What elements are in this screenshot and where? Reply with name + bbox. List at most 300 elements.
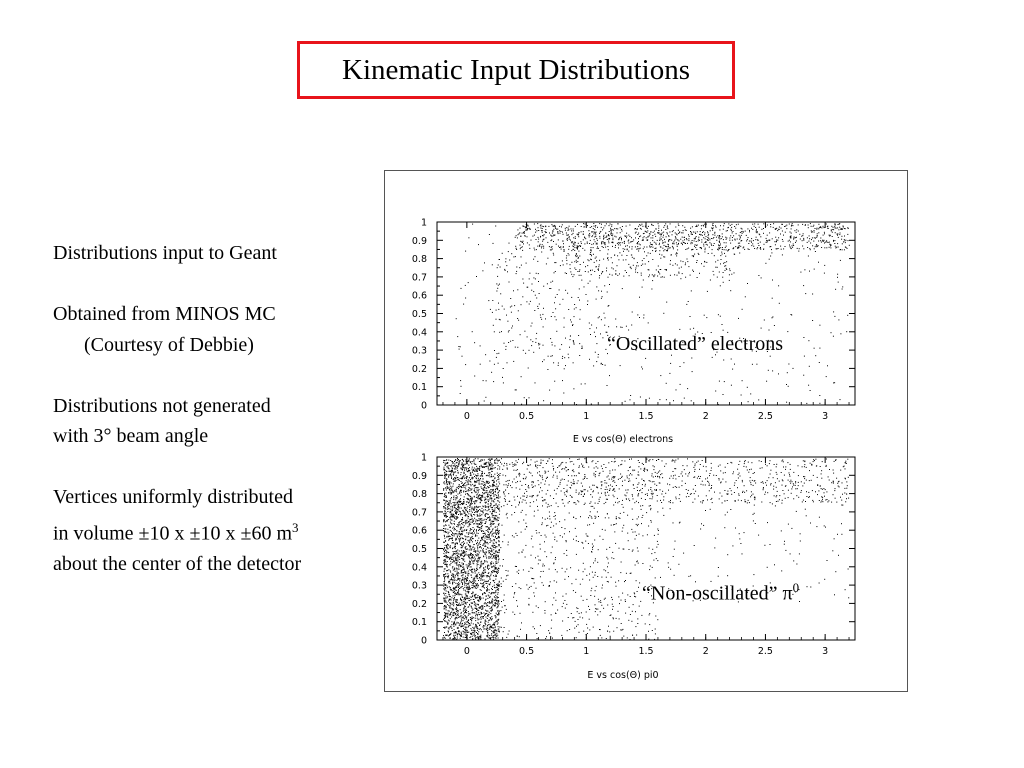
data-point — [494, 570, 495, 571]
data-point — [718, 245, 719, 246]
data-point — [809, 271, 810, 272]
data-point — [557, 232, 558, 233]
data-point — [682, 237, 683, 238]
data-point — [613, 230, 614, 231]
data-point — [498, 626, 499, 627]
data-point — [484, 463, 485, 464]
data-point — [482, 484, 483, 485]
data-point — [471, 633, 472, 634]
data-point — [461, 481, 462, 482]
data-point — [795, 237, 796, 238]
data-point — [656, 229, 657, 230]
data-point — [509, 330, 510, 331]
data-point — [482, 594, 483, 595]
data-point — [620, 327, 621, 328]
data-point — [463, 491, 464, 492]
data-point — [461, 635, 462, 636]
data-point — [457, 477, 458, 478]
data-point — [495, 537, 496, 538]
data-point — [455, 559, 456, 560]
data-point — [495, 576, 496, 577]
data-point — [494, 523, 495, 524]
data-point — [630, 267, 631, 268]
data-point — [835, 289, 836, 290]
data-point — [452, 542, 453, 543]
data-point — [558, 233, 559, 234]
data-point — [601, 363, 602, 364]
data-point — [463, 637, 464, 638]
data-point — [463, 588, 464, 589]
data-point — [666, 269, 667, 270]
data-point — [510, 341, 511, 342]
data-point — [489, 520, 490, 521]
data-point — [566, 258, 567, 259]
data-point — [575, 255, 576, 256]
data-point — [475, 573, 476, 574]
data-point — [456, 513, 457, 514]
data-point — [555, 262, 556, 263]
data-point — [812, 237, 813, 238]
data-point — [497, 569, 498, 570]
data-point — [492, 466, 493, 467]
data-point — [443, 506, 444, 507]
data-point — [483, 616, 484, 617]
data-point — [590, 254, 591, 255]
data-point — [608, 277, 609, 278]
data-point — [783, 241, 784, 242]
data-point — [498, 605, 499, 606]
data-point — [604, 313, 605, 314]
data-point — [778, 237, 779, 238]
data-point — [452, 539, 453, 540]
data-point — [571, 230, 572, 231]
data-point — [718, 238, 719, 239]
data-point — [748, 401, 749, 402]
data-point — [447, 487, 448, 488]
data-point — [464, 525, 465, 526]
data-point — [783, 248, 784, 249]
data-point — [450, 536, 451, 537]
data-point — [487, 575, 488, 576]
data-point — [490, 593, 491, 594]
data-point — [456, 563, 457, 564]
data-point — [452, 509, 453, 510]
data-point — [478, 564, 479, 565]
data-point — [444, 538, 445, 539]
data-point — [757, 248, 758, 249]
data-point — [498, 540, 499, 541]
data-point — [462, 558, 463, 559]
data-point — [566, 273, 567, 274]
data-point — [646, 247, 647, 248]
data-point — [649, 275, 650, 276]
data-point — [634, 258, 635, 259]
data-point — [468, 465, 469, 466]
data-point — [495, 565, 496, 566]
data-point — [491, 574, 492, 575]
data-point — [467, 622, 468, 623]
data-point — [790, 232, 791, 233]
data-point — [784, 226, 785, 227]
data-point — [529, 244, 530, 245]
data-point — [462, 579, 463, 580]
data-point — [579, 355, 580, 356]
data-point — [461, 566, 462, 567]
data-point — [652, 244, 653, 245]
data-point — [487, 567, 488, 568]
data-point — [550, 356, 551, 357]
data-point — [623, 251, 624, 252]
data-point — [837, 233, 838, 234]
data-point — [823, 241, 824, 242]
data-point — [786, 384, 787, 385]
data-point — [472, 581, 473, 582]
data-point — [559, 226, 560, 227]
data-point — [492, 605, 493, 606]
data-point — [466, 530, 467, 531]
data-point — [497, 353, 498, 354]
data-point — [444, 535, 445, 536]
data-point — [475, 570, 476, 571]
data-point — [479, 567, 480, 568]
data-point — [837, 235, 838, 236]
data-point — [447, 529, 448, 530]
data-point — [717, 260, 718, 261]
data-point — [538, 308, 539, 309]
data-point — [495, 463, 496, 464]
data-point — [472, 541, 473, 542]
data-point — [453, 551, 454, 552]
data-point — [496, 458, 497, 459]
data-point — [445, 587, 446, 588]
data-point — [459, 580, 460, 581]
data-point — [562, 358, 563, 359]
data-point — [723, 272, 724, 273]
data-point — [576, 262, 577, 263]
data-point — [491, 627, 492, 628]
data-point — [698, 237, 699, 238]
data-point — [474, 577, 475, 578]
data-point — [487, 514, 488, 515]
data-point — [487, 531, 488, 532]
data-point — [492, 521, 493, 522]
data-point — [594, 237, 595, 238]
data-point — [488, 466, 489, 467]
data-point — [461, 558, 462, 559]
data-point — [474, 571, 475, 572]
data-point — [469, 521, 470, 522]
data-point — [645, 264, 646, 265]
data-point — [485, 515, 486, 516]
data-point — [488, 468, 489, 469]
data-point — [469, 523, 470, 524]
data-point — [486, 603, 487, 604]
data-point — [458, 578, 459, 579]
data-point — [491, 501, 492, 502]
data-point — [464, 606, 465, 607]
data-point — [481, 563, 482, 564]
data-point — [499, 514, 500, 515]
data-point — [466, 610, 467, 611]
data-point — [542, 230, 543, 231]
data-point — [497, 517, 498, 518]
data-point — [845, 242, 846, 243]
data-point — [490, 564, 491, 565]
data-point — [454, 480, 455, 481]
data-point — [831, 226, 832, 227]
data-point — [717, 235, 718, 236]
data-point — [567, 240, 568, 241]
data-point — [479, 629, 480, 630]
data-point — [536, 333, 537, 334]
data-point — [473, 531, 474, 532]
data-point — [455, 512, 456, 513]
data-point — [450, 509, 451, 510]
data-point — [485, 522, 486, 523]
data-point — [454, 464, 455, 465]
data-point — [676, 389, 677, 390]
data-point — [728, 223, 729, 224]
data-point — [597, 240, 598, 241]
data-point — [485, 541, 486, 542]
data-point — [452, 582, 453, 583]
data-point — [477, 583, 478, 584]
data-point — [831, 245, 832, 246]
data-point — [480, 606, 481, 607]
data-point — [459, 564, 460, 565]
data-point — [479, 619, 480, 620]
data-point — [451, 608, 452, 609]
data-point — [446, 466, 447, 467]
data-point — [752, 224, 753, 225]
data-point — [448, 465, 449, 466]
data-point — [494, 596, 495, 597]
data-point — [725, 270, 726, 271]
data-point — [487, 475, 488, 476]
data-point — [464, 470, 465, 471]
data-point — [497, 620, 498, 621]
data-point — [770, 246, 771, 247]
data-point — [616, 326, 617, 327]
data-point — [455, 469, 456, 470]
data-point — [480, 565, 481, 566]
data-point — [477, 520, 478, 521]
data-point — [454, 517, 455, 518]
data-point — [662, 276, 663, 277]
data-point — [451, 514, 452, 515]
data-point — [715, 391, 716, 392]
data-point — [539, 348, 540, 349]
data-point — [748, 248, 749, 249]
data-point — [481, 629, 482, 630]
data-point — [678, 272, 679, 273]
data-point — [526, 301, 527, 302]
data-point — [487, 517, 488, 518]
data-point — [477, 547, 478, 548]
data-point — [479, 636, 480, 637]
data-point — [547, 258, 548, 259]
data-point — [453, 603, 454, 604]
data-point — [596, 260, 597, 261]
data-point — [469, 507, 470, 508]
data-point — [462, 563, 463, 564]
data-point — [468, 600, 469, 601]
data-point — [516, 267, 517, 268]
data-point — [485, 621, 486, 622]
data-point — [589, 359, 590, 360]
data-point — [680, 278, 681, 279]
data-point — [790, 246, 791, 247]
data-point — [469, 569, 470, 570]
data-point — [670, 223, 671, 224]
data-point — [740, 236, 741, 237]
data-point — [723, 394, 724, 395]
data-point — [635, 272, 636, 273]
data-point — [551, 224, 552, 225]
data-point — [609, 231, 610, 232]
data-point — [591, 244, 592, 245]
data-point — [704, 234, 705, 235]
data-point — [487, 598, 488, 599]
data-point — [644, 247, 645, 248]
data-point — [829, 235, 830, 236]
data-point — [473, 630, 474, 631]
data-point — [447, 557, 448, 558]
data-point — [468, 615, 469, 616]
data-point — [558, 239, 559, 240]
data-point — [835, 246, 836, 247]
data-point — [474, 548, 475, 549]
data-point — [461, 619, 462, 620]
data-point — [739, 253, 740, 254]
data-point — [483, 552, 484, 553]
data-point — [700, 231, 701, 232]
data-point — [459, 480, 460, 481]
data-point — [454, 599, 455, 600]
data-point — [594, 271, 595, 272]
data-point — [733, 248, 734, 249]
data-point — [460, 594, 461, 595]
data-point — [470, 481, 471, 482]
data-point — [732, 237, 733, 238]
data-point — [594, 239, 595, 240]
data-point — [494, 499, 495, 500]
data-point — [468, 521, 469, 522]
data-point — [455, 614, 456, 615]
data-point — [531, 290, 532, 291]
data-point — [498, 363, 499, 364]
data-point — [621, 229, 622, 230]
data-point — [757, 247, 758, 248]
data-point — [459, 507, 460, 508]
data-point — [477, 523, 478, 524]
data-point — [467, 621, 468, 622]
data-point — [651, 246, 652, 247]
data-point — [465, 578, 466, 579]
data-point — [688, 238, 689, 239]
data-point — [499, 530, 500, 531]
data-point — [661, 230, 662, 231]
data-point — [465, 487, 466, 488]
data-point — [457, 518, 458, 519]
data-point — [665, 223, 666, 224]
data-point — [546, 232, 547, 233]
data-point — [515, 237, 516, 238]
data-point — [461, 486, 462, 487]
data-point — [494, 582, 495, 583]
data-point — [457, 612, 458, 613]
data-point — [715, 267, 716, 268]
data-point — [453, 479, 454, 480]
data-point — [726, 269, 727, 270]
data-point — [445, 585, 446, 586]
data-point — [618, 259, 619, 260]
data-point — [473, 461, 474, 462]
data-point — [517, 289, 518, 290]
data-point — [470, 566, 471, 567]
data-point — [808, 241, 809, 242]
data-point — [470, 547, 471, 548]
data-point — [477, 471, 478, 472]
data-point — [741, 235, 742, 236]
data-point — [604, 242, 605, 243]
data-point — [545, 229, 546, 230]
data-point — [720, 225, 721, 226]
data-point — [709, 247, 710, 248]
data-point — [505, 270, 506, 271]
data-point — [486, 596, 487, 597]
data-point — [620, 237, 621, 238]
data-point — [555, 226, 556, 227]
data-point — [499, 469, 500, 470]
data-point — [805, 225, 806, 226]
data-point — [445, 606, 446, 607]
data-point — [470, 564, 471, 565]
data-point — [475, 521, 476, 522]
data-point — [665, 229, 666, 230]
data-point — [643, 280, 644, 281]
data-point — [697, 277, 698, 278]
data-point — [534, 235, 535, 236]
data-point — [642, 287, 643, 288]
data-point — [447, 483, 448, 484]
data-point — [477, 568, 478, 569]
data-point — [545, 226, 546, 227]
data-point — [659, 273, 660, 274]
data-point — [691, 290, 692, 291]
data-point — [465, 251, 466, 252]
note-volume-text: in volume ±10 x ±10 x ±60 m — [53, 522, 293, 545]
data-point — [720, 247, 721, 248]
data-point — [473, 635, 474, 636]
data-point — [493, 536, 494, 537]
data-point — [459, 583, 460, 584]
data-point — [495, 226, 496, 227]
data-point — [581, 243, 582, 244]
data-point — [669, 248, 670, 249]
data-point — [676, 255, 677, 256]
data-point — [708, 238, 709, 239]
data-point — [492, 484, 493, 485]
data-point — [475, 604, 476, 605]
data-point — [490, 462, 491, 463]
data-point — [476, 543, 477, 544]
data-point — [571, 297, 572, 298]
data-point — [490, 557, 491, 558]
data-point — [477, 560, 478, 561]
data-point — [722, 236, 723, 237]
data-point — [459, 349, 460, 350]
